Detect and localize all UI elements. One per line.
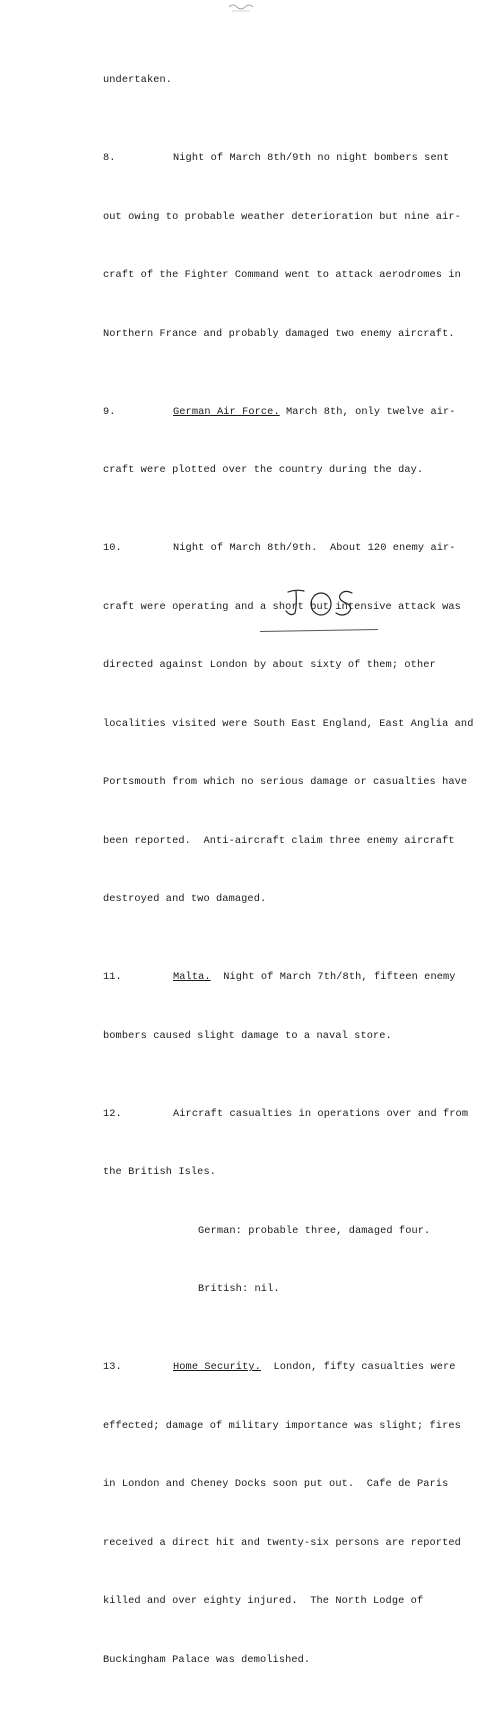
- paragraph-number: 9.: [103, 405, 116, 418]
- paragraph-8-line: 8. Night of March 8th/9th no night bombers sent: [103, 149, 488, 169]
- text-line: bombers caused slight damage to a naval store.: [103, 1029, 392, 1042]
- top-ornament-mark: [226, 0, 256, 14]
- text-line: received a direct hit and twenty-six persons are reported: [103, 1536, 461, 1549]
- section-heading: German Air Force.: [173, 405, 280, 418]
- section-heading: Malta.: [173, 971, 211, 983]
- handwritten-initials: [284, 584, 364, 624]
- text-line: localities visited were South East England, East Anglia and: [103, 717, 474, 730]
- document-body: [103, 32, 488, 1709]
- text-line: destroyed and two damaged.: [103, 893, 267, 905]
- text-line: the British Isles.: [103, 1166, 217, 1178]
- section-heading: Home Security.: [173, 1361, 261, 1373]
- paragraph-number: 8.: [103, 152, 116, 164]
- text-line-indented: British: nil.: [198, 1283, 280, 1295]
- text-line: craft were operating and a short but intensive attack was: [103, 600, 461, 613]
- paragraph-number: 13.: [103, 1361, 122, 1373]
- paragraph-13-line: 13. Home Security. London, fifty casualties were: [103, 1358, 488, 1378]
- text-line: craft were plotted over the country during the day.: [103, 464, 424, 476]
- paragraph-10-line: 10. Night of March 8th/9th. About 120 enemy air-: [103, 539, 488, 559]
- text-line: out owing to probable weather deterioration but nine air-: [103, 210, 461, 223]
- text-line: been reported. Anti-aircraft claim three enemy aircraft: [103, 834, 455, 847]
- paragraph-12-line: 12. Aircraft casualties in operations over and from: [103, 1105, 488, 1125]
- text-line: killed and over eighty injured. The North Lodge of: [103, 1595, 424, 1607]
- text-line: craft of the Fighter Command went to attack aerodromes in: [103, 269, 461, 281]
- paragraph-9-line: 9. German Air Force. March 8th, only twelve air-: [103, 403, 488, 423]
- text-line: effected; damage of military importance was slight; fires: [103, 1419, 461, 1432]
- text-line: undertaken.: [103, 74, 173, 86]
- text-line-indented: German: probable three, damaged four.: [198, 1224, 431, 1237]
- text-line: directed against London by about sixty of them; other: [103, 659, 436, 671]
- paragraph-11-line: 11. Malta. Night of March 7th/8th, fifteen enemy: [103, 968, 488, 988]
- paragraph-number: 12.: [103, 1107, 122, 1120]
- text-line: Buckingham Palace was demolished.: [103, 1653, 311, 1666]
- text-line: Northern France and probably damaged two enemy aircraft.: [103, 327, 455, 340]
- paragraph-number: 10.: [103, 542, 122, 554]
- text-line: in London and Cheney Docks soon put out. Cafe de Paris: [103, 1478, 449, 1490]
- text-line: Portsmouth from which no serious damage or casualties have: [103, 776, 468, 788]
- paragraph-number: 11.: [103, 971, 122, 983]
